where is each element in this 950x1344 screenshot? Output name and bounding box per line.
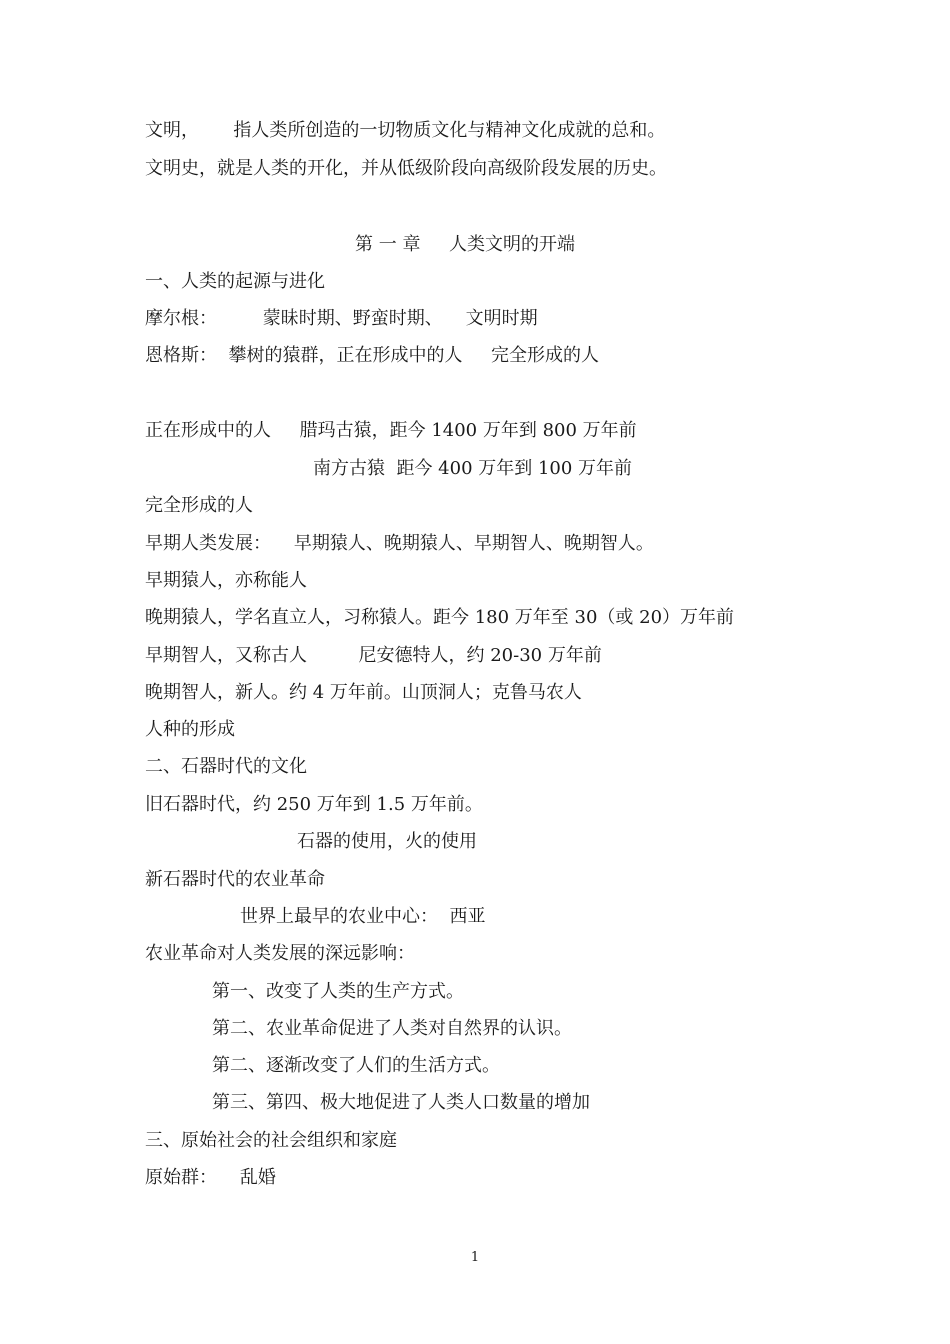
fully-formed-human: 完全形成的人 [145, 495, 253, 516]
earliest-agriculture-center: 世界上最早的农业中心： 西亚 [240, 906, 486, 927]
southern-ape-line: 南方古猿 距今 400 万年到 100 万年前 [313, 458, 633, 479]
civilization-definition: 文明， 指人类所创造的一切物质文化与精神文化成就的总和。 [145, 120, 666, 141]
section-heading-social-organization: 三、原始社会的社会组织和家庭 [145, 1130, 397, 1151]
late-sapiens: 晚期智人，新人。约 4 万年前。山顶洞人；克鲁马农人 [145, 682, 582, 703]
tools-fire-line: 石器的使用，火的使用 [297, 831, 477, 852]
impact-item: 第三、第四、极大地促进了人类人口数量的增加 [212, 1092, 590, 1113]
primitive-group-line: 原始群： 乱婚 [145, 1167, 276, 1188]
impact-item: 第一、改变了人类的生产方式。 [212, 981, 464, 1002]
race-formation: 人种的形成 [145, 719, 235, 740]
early-sapiens: 早期智人，又称古人 尼安德特人，约 20-30 万年前 [145, 645, 602, 666]
history-definition: 文明史，就是人类的开化，并从低级阶段向高级阶段发展的历史。 [145, 158, 667, 179]
early-human-development: 早期人类发展： 早期猿人、晚期猿人、早期智人、晚期智人。 [145, 533, 654, 554]
impact-item: 第二、逐渐改变了人们的生活方式。 [212, 1055, 500, 1076]
forming-human-line: 正在形成中的人 腊玛古猿，距今 1400 万年到 800 万年前 [145, 420, 637, 441]
chapter-title: 第 一 章 人类文明的开端 [355, 234, 576, 255]
morgan-periods: 摩尔根： 蒙昧时期、野蛮时期、 文明时期 [145, 308, 538, 329]
impact-item: 第二、农业革命促进了人类对自然界的认识。 [212, 1018, 572, 1039]
neolithic-line: 新石器时代的农业革命 [145, 869, 325, 890]
section-heading-origin: 一、人类的起源与进化 [145, 271, 325, 292]
late-ape-man: 晚期猿人，学名直立人，习称猿人。距今 180 万年至 30（或 20）万年前 [145, 607, 735, 628]
page-number: 1 [470, 1250, 480, 1265]
paleolithic-line: 旧石器时代，约 250 万年到 1.5 万年前。 [145, 794, 483, 815]
agriculture-impact-heading: 农业革命对人类发展的深远影响： [145, 943, 415, 964]
engels-stages: 恩格斯： 攀树的猿群，正在形成中的人 完全形成的人 [145, 345, 600, 366]
section-heading-stone-age: 二、石器时代的文化 [145, 756, 307, 777]
early-ape-man: 早期猿人，亦称能人 [145, 570, 307, 591]
